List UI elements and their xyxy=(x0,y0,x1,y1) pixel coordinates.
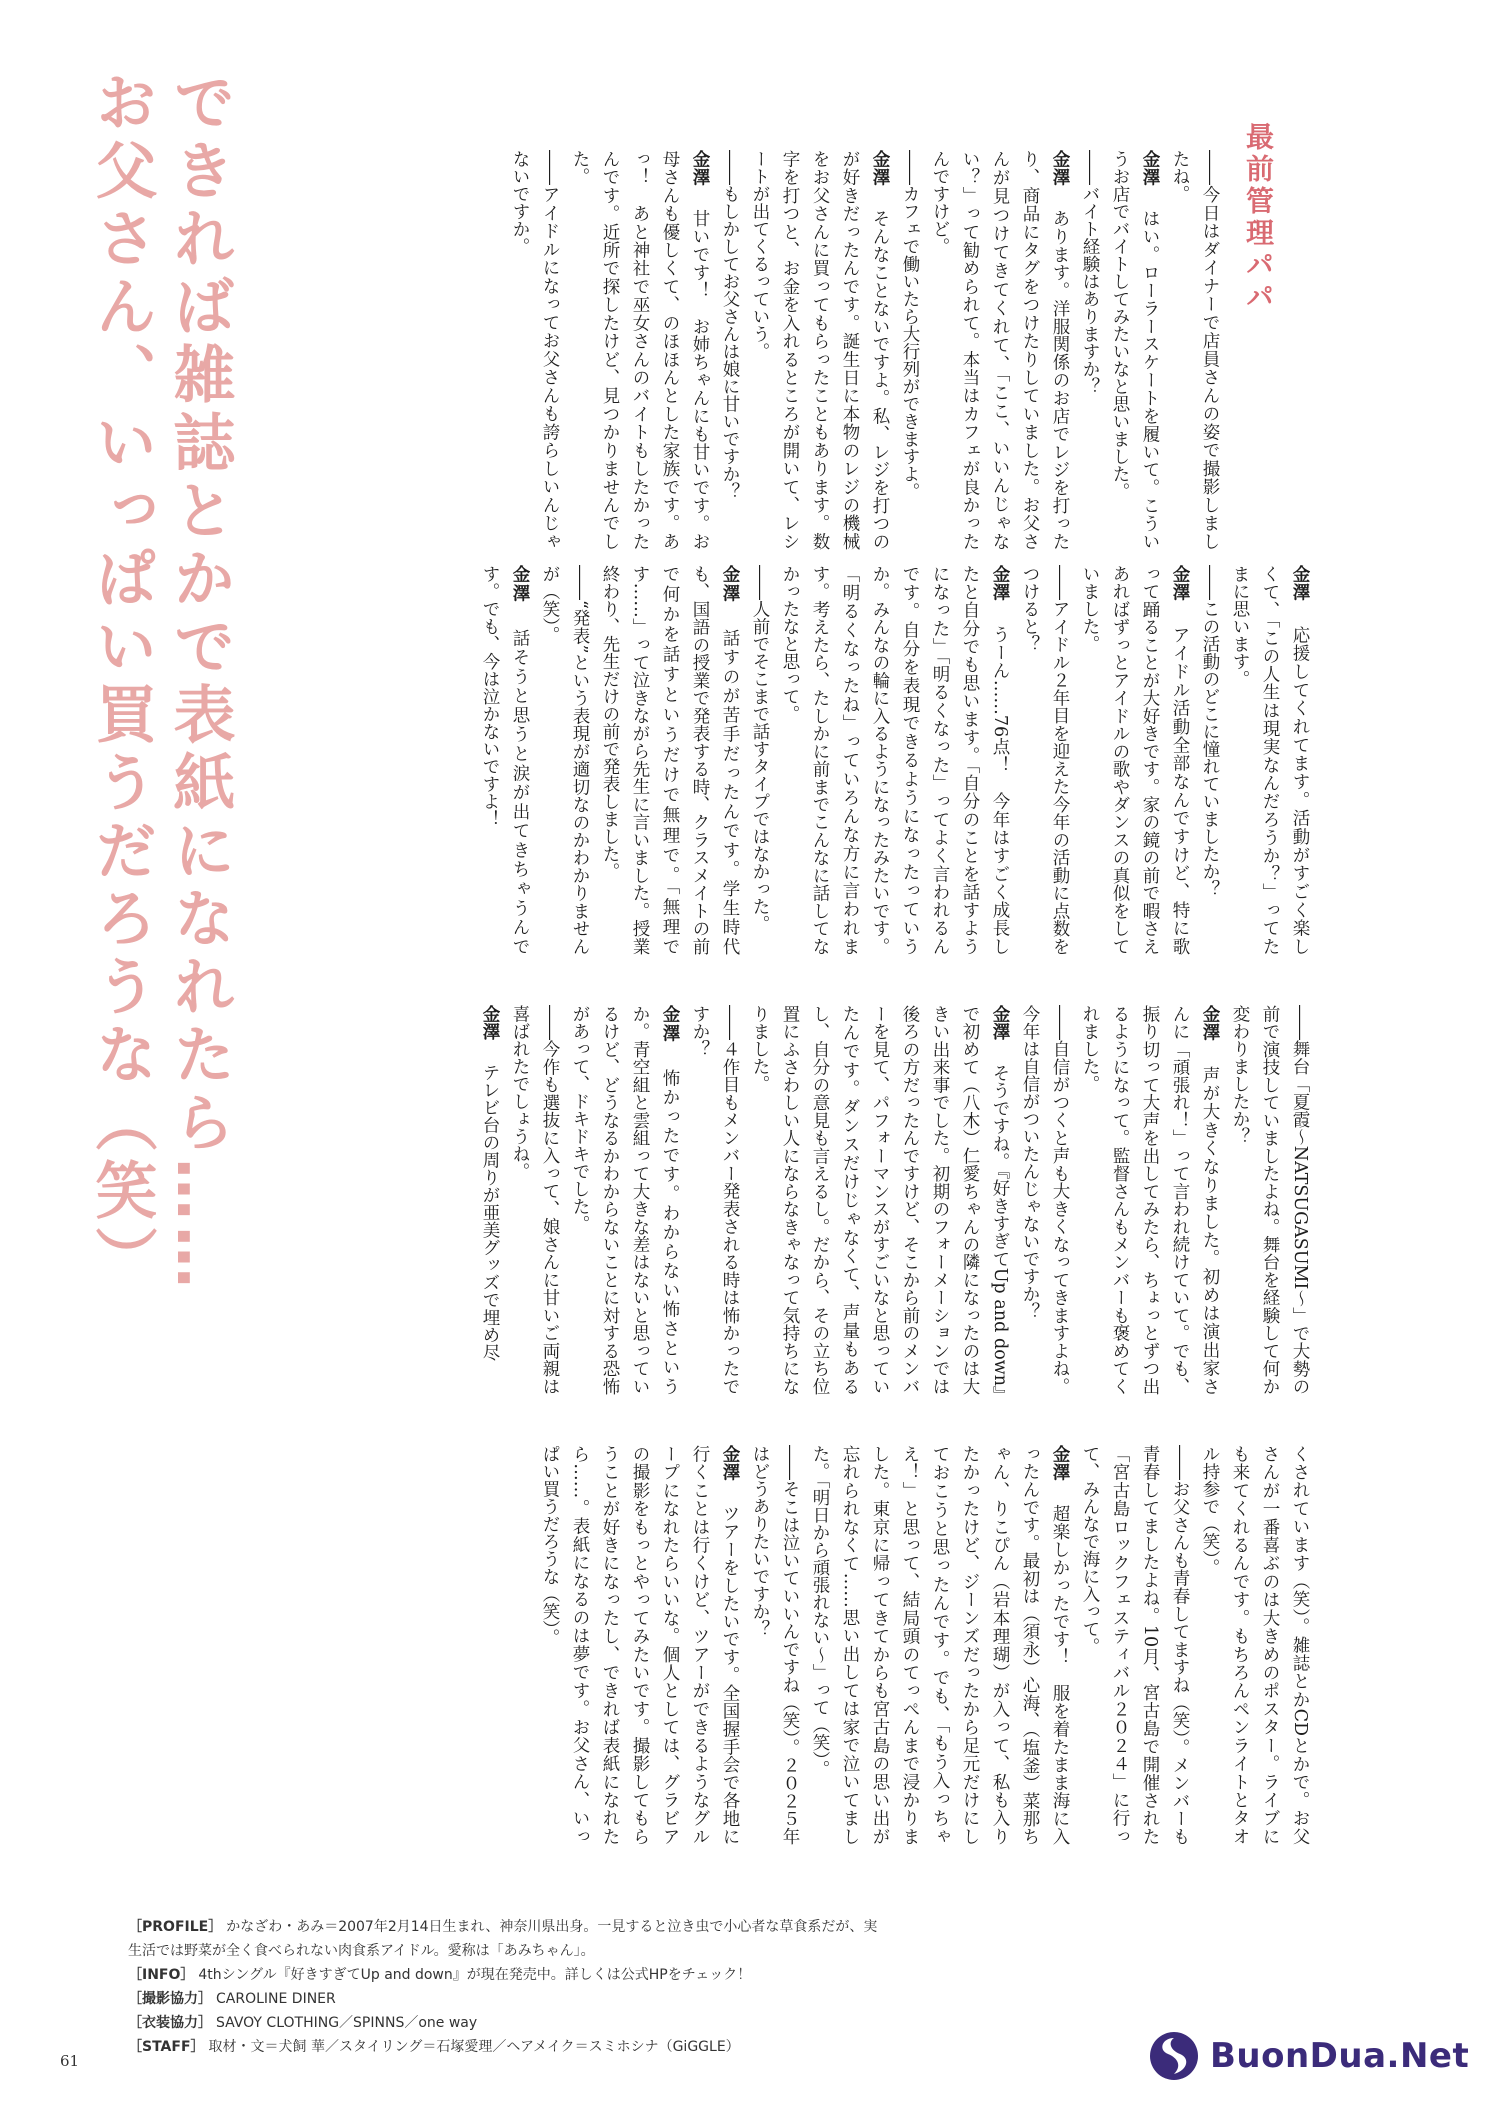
answer-paragraph xyxy=(1225,565,1315,955)
credit-text: 4thシングル『好きすぎてUp and down』が現在発売中。詳しくは公式HPをチェック！ xyxy=(198,1967,752,1983)
paragraph-text: ツアーをしたいです。全国握手会で各地に行くことは行くけど、ツアーができるようなグループになれたらいいな。個人としては、グラビアの撮影をもっとやってみたいです。撮影してもらうことが好きになったし、できれば表紙になれたら……。表紙になるのは夢です。お父さん、いっぱい買うだろうな（笑）。 xyxy=(540,1445,740,1845)
paragraph-text: ――今日はダイナーで店員さんの姿で撮影しましたね。 xyxy=(1170,150,1220,550)
watermark-logo xyxy=(1148,2028,1469,2084)
question-paragraph xyxy=(1225,1005,1315,1395)
answer-paragraph xyxy=(925,150,1075,550)
question-paragraph xyxy=(1075,1445,1195,1845)
answer-paragraph xyxy=(475,1005,505,1395)
speaker-name: 金澤 xyxy=(720,1445,740,1499)
paragraph-text: 怖かったです。わからない怖さというか。青空組と雲組って大きな差はないと思っているけど、どうなるかわからないことに対する恐怖があって、ドキドキでした。 xyxy=(570,1005,680,1395)
answer-paragraph xyxy=(535,1445,745,1845)
credit-text: SAVOY CLOTHING／SPINNS／one way xyxy=(216,2015,478,2031)
paragraph-text: ――“発表”という表現が適切なのかわかりませんが（笑）。 xyxy=(540,565,590,955)
paragraph-text: ――自信がつくと声も大きくなってきますよね。今年は自信がついたんじゃないですか？ xyxy=(1020,1005,1070,1395)
paragraph-text: 応援してくれてます。活動がすごく楽しくて、「この人生は現実なんだろうか？」ってたまに思います。 xyxy=(1230,565,1310,955)
question-paragraph xyxy=(1165,150,1225,550)
swirl-logo-icon xyxy=(1148,2030,1200,2082)
paragraph-text: あります。洋服関係のお店でレジを打ったり、商品にタグをつけたりしていました。お父さんが見つけてきてくれて、「ここ、いいんじゃない？」って勧められて。本当はカフェが良かったんですけど。 xyxy=(930,150,1070,550)
answer-paragraph xyxy=(1105,150,1165,550)
credit-line xyxy=(128,2035,888,2059)
headline-line-2: お父さん、いっぱい買うだろうな（笑） xyxy=(85,70,158,1294)
question-paragraph xyxy=(1195,565,1225,955)
question-paragraph xyxy=(1195,1445,1315,1845)
question-paragraph xyxy=(1015,565,1075,955)
paragraph-text: 超楽しかったです！ 服を着たまま海に入ったんです。最初は（須永）心海、（塩釜）菜那ちゃん、りこぴん（岩本理瑚）が入って、私も入りたかったけど、ジーンズだったから足元だけにしておこうと思ったんです。でも、「もう入っちゃえ！」と思って、結局頭のてっぺんまで浸かりました。東京に帰ってきてからも宮古島の思い出が忘れられなくて……思い出しては家で泣いてました。「明日から頑張れない～」って（笑）。 xyxy=(810,1445,1070,1845)
question-paragraph xyxy=(535,565,595,955)
paragraph-text: ――カフェで働いたら大行列ができますよ。 xyxy=(900,150,920,500)
credit-label: ［撮影協力］ xyxy=(128,1991,212,2007)
credit-label: ［PROFILE］ xyxy=(128,1919,223,1935)
answer-paragraph xyxy=(565,150,715,550)
speaker-name: 金澤 xyxy=(720,565,740,623)
question-paragraph xyxy=(505,150,565,550)
credit-line xyxy=(128,2011,888,2035)
paragraph-text: アイドル活動全部なんですけど、特に歌って踊ることが大好きです。家の鏡の前で暇さえあればずっとアイドルの歌やダンスの真似をしていました。 xyxy=(1080,565,1190,955)
answer-paragraph xyxy=(745,150,895,550)
paragraph-text: ――舞台「夏霞～NATSUGASUMI～」で大勢の前で演技していましたよね。舞台を経験して何か変わりましたか？ xyxy=(1230,1005,1310,1395)
question-paragraph xyxy=(1015,1005,1075,1395)
credits xyxy=(128,1915,888,2059)
paragraph-text: テレビ台の周りが亜美グッズで埋め尽 xyxy=(480,1063,500,1361)
credit-text: CAROLINE DINER xyxy=(216,1991,336,2007)
paragraph-text: ――今作も選抜に入って、娘さんに甘いご両親は喜ばれたでしょうね。 xyxy=(510,1005,560,1395)
interview-block-4 xyxy=(315,1445,1315,1845)
answer-paragraph xyxy=(775,565,1015,955)
interview-block-3 xyxy=(315,1005,1315,1395)
question-paragraph xyxy=(895,150,925,550)
paragraph-text: ――人前でそこまで話すタイプではなかった。 xyxy=(750,565,770,933)
question-paragraph xyxy=(745,565,775,955)
answer-paragraph xyxy=(475,565,535,955)
credit-text: 取材・文＝犬飼 華／スタイリング＝石塚愛理／ヘアメイク＝スミホシナ（GiGGLE） xyxy=(208,2039,740,2055)
paragraph-text: ――お父さんも青春してますね（笑）。メンバーも青春してましたよね。10月、宮古島で開催された「宮古島ロックフェスティバル２０２４」に行って、みんなで海に入って。 xyxy=(1080,1445,1190,1845)
paragraph-text: ――４作目もメンバー発表される時は怖かったですか？ xyxy=(690,1005,740,1395)
credit-line xyxy=(128,1963,888,1987)
speaker-name: 金澤 xyxy=(1290,565,1310,620)
speaker-name: 金澤 xyxy=(480,1005,500,1058)
paragraph-text: ――もしかしてお父さんは娘に甘いですか？ xyxy=(720,150,740,500)
speaker-name: 金澤 xyxy=(1050,150,1070,204)
answer-paragraph xyxy=(1075,565,1195,955)
speaker-name: 金澤 xyxy=(1170,565,1190,620)
question-paragraph xyxy=(505,1005,565,1395)
paragraph-text: 話そうと思うと涙が出てきちゃうんです。でも、今は泣かないですよ！ xyxy=(480,565,530,955)
answer-paragraph xyxy=(1075,1005,1225,1395)
interview-block-2 xyxy=(315,565,1315,955)
interview-block-1 xyxy=(325,150,1225,550)
credit-text: かなざわ・あみ＝2007年2月14日生まれ、神奈川県出身。一見すると泣き虫で小心者な草食系だが、実生活では野菜が全く食べられない肉食系アイドル。愛称は「あみちゃん」。 xyxy=(128,1919,878,1959)
headline-line-1: できれば雑誌とかで表紙になれたら…… xyxy=(163,70,236,1294)
credit-label: ［衣装協力］ xyxy=(128,2015,212,2031)
paragraph-text: ――そこは泣いていいんですね（笑）。２０２５年はどうありたいですか？ xyxy=(750,1445,800,1845)
answer-paragraph xyxy=(565,1005,685,1395)
question-paragraph xyxy=(745,1445,805,1845)
credit-line xyxy=(128,1987,888,2011)
paragraph-text: くされています（笑）。雑誌とかCDとかで。お父さんが一番喜ぶのは大きめのポスター。ライブにも来てくれるんです。もちろんペンライトとタオル持参で（笑）。 xyxy=(1200,1445,1310,1845)
paragraph-text: ――アイドルになってお父さんも誇らしいんじゃないですか。 xyxy=(510,150,560,550)
paragraph-text: そんなことないですよ。私、レジを打つのが好きだったんです。誕生日に本物のレジの機械をお父さんに買ってもらったこともあります。数字を打つと、お金を入れるところが開いて、レシートが出てくるっていう。 xyxy=(750,150,890,550)
speaker-name: 金澤 xyxy=(660,1005,680,1063)
page-number: 61 xyxy=(60,2052,80,2070)
speaker-name: 金澤 xyxy=(510,565,530,623)
paragraph-text: ――この活動のどこに憧れていましたか？ xyxy=(1200,565,1220,898)
speaker-name: 金澤 xyxy=(1200,1005,1220,1060)
speaker-name: 金澤 xyxy=(990,565,1010,620)
answer-paragraph xyxy=(805,1445,1075,1845)
credit-line xyxy=(128,1915,888,1963)
answer-paragraph xyxy=(745,1005,1015,1395)
watermark-text: BuonDua.Net xyxy=(1210,2036,1470,2076)
speaker-name: 金澤 xyxy=(870,150,890,204)
paragraph-text: 話すのが苦手だったんです。学生時代も、国語の授業で発表する時、クラスメイトの前で何かを話すというだけで無理で。「無理です……」って泣きながら先生に言いました。授業終わり、先生だけの前で発表しました。 xyxy=(600,565,740,955)
speaker-name: 金澤 xyxy=(990,1005,1010,1059)
speaker-name: 金澤 xyxy=(690,150,710,204)
paragraph-text: 甘いです！ お姉ちゃんにも甘いです。お母さんも優しくて、のほほんとした家族です。あっ！ あと神社で巫女さんのバイトもしたかったんです。近所で探したけど、見つかりませんでした。 xyxy=(570,150,710,550)
paragraph-text: うーん……76点！ 今年はすごく成長したと自分でも思います。「自分のことを話すようになった」「明るくなった」ってよく言われるんです。自分を表現できるようになったっていうか。みんなの輪に入るようになったみたいです。「明るくなったね」っていろんな方に言われます。考えたら、たしかに前までこんなに話してなかったなと思って。 xyxy=(780,565,1010,955)
credit-label: ［STAFF］ xyxy=(128,2039,205,2055)
section-title: 最前管理パパ xyxy=(1242,122,1275,314)
paragraph-text: ――バイト経験はありますか？ xyxy=(1080,150,1100,395)
paragraph-text: そうですね。『好きすぎてUp and down』で初めて（八木）仁愛ちゃんの隣になったのは大きい出来事でした。初期のフォーメーションでは後ろの方だったんですけど、そこから前のメンバーを見て、パフォーマンスがすごいなと思っていたんです。ダンスだけじゃなくて、声量もあるし、自分の意見も言えるし。だから、その立ち位置にふさわしい人にならなきゃなって気持ちになりました。 xyxy=(750,1005,1010,1395)
answer-paragraph xyxy=(595,565,745,955)
speaker-name: 金澤 xyxy=(1050,1445,1070,1499)
credit-label: ［INFO］ xyxy=(128,1967,195,1983)
question-paragraph xyxy=(1075,150,1105,550)
paragraph-text: はい。ローラースケートを履いて。こういうお店でバイトしてみたいなと思いました。 xyxy=(1110,150,1160,550)
question-paragraph xyxy=(715,150,745,550)
speaker-name: 金澤 xyxy=(1140,150,1160,204)
question-paragraph xyxy=(685,1005,745,1395)
paragraph-text: ――アイドル２年目を迎えた今年の活動に点数をつけると？ xyxy=(1020,565,1070,955)
paragraph-text: 声が大きくなりました。初めは演出家さんに「頑張れ！」って言われ続けていて。でも、振り切って大声を出してみたら、ちょっとずつ出るようになって。監督さんもメンバーも褒めてくれました。 xyxy=(1080,1005,1220,1395)
